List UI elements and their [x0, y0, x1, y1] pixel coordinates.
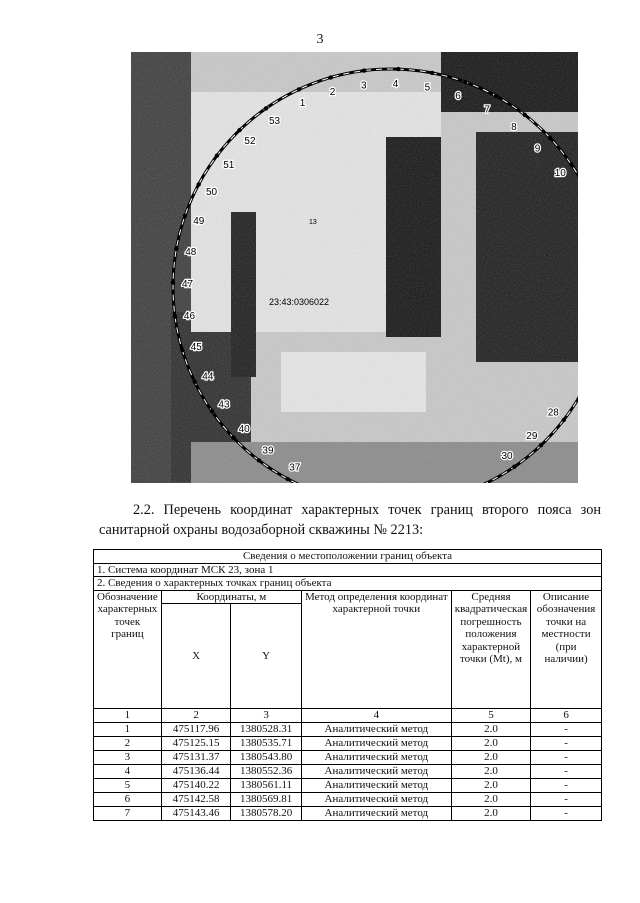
accuracy: 2.0 — [451, 765, 530, 779]
index-cell: 3 — [231, 709, 302, 723]
boundary-point — [197, 182, 201, 186]
coord-y: 1380535.71 — [231, 737, 302, 751]
description: - — [531, 765, 602, 779]
table-row — [94, 779, 602, 793]
point-label: 1 — [299, 98, 306, 110]
point-number: 4 — [94, 765, 162, 779]
boundary-point — [173, 315, 177, 319]
description: - — [531, 737, 602, 751]
point-label: 43 — [218, 399, 230, 411]
boundary-point — [562, 418, 566, 422]
point-number: 3 — [94, 751, 162, 765]
boundary-point — [297, 87, 301, 91]
point-label: 4 — [392, 79, 399, 91]
point-label: 7 — [484, 104, 490, 116]
method: Аналитический метод — [301, 765, 451, 779]
boundary-point — [174, 247, 178, 251]
page-number: 3 — [316, 32, 324, 47]
cadastral-number: 23:43:0306022 — [269, 297, 330, 307]
point-number: 1 — [94, 723, 162, 737]
boundary-point — [539, 443, 543, 447]
accuracy: 2.0 — [451, 723, 530, 737]
section-label: 2. Сведения о характерных точках границ объекта — [94, 577, 602, 591]
point-label: 30 — [501, 451, 513, 463]
boundary-point — [463, 80, 467, 84]
table-row — [94, 807, 602, 821]
boundary-point — [237, 128, 241, 132]
description: - — [531, 793, 602, 807]
point-label: 45 — [190, 341, 202, 353]
map-svg — [131, 52, 578, 483]
coord-x: 475125.15 — [161, 737, 231, 751]
accuracy: 2.0 — [451, 807, 530, 821]
point-label: 6 — [455, 91, 461, 103]
boundary-point — [210, 409, 214, 413]
boundary-point — [264, 106, 268, 110]
boundary-point — [285, 477, 289, 481]
point-label: 2 — [329, 86, 336, 98]
point-label: 29 — [526, 431, 538, 443]
boundary-point — [183, 214, 187, 218]
coord-x: 475143.46 — [161, 807, 231, 821]
header-coordinates: Координаты, м — [161, 590, 301, 604]
table-row — [94, 793, 602, 807]
boundary-point — [512, 465, 516, 469]
point-label: 44 — [202, 371, 214, 383]
boundary-point — [396, 67, 400, 71]
point-number: 7 — [94, 807, 162, 821]
point-label: 37 — [289, 462, 301, 474]
coord-y: 1380569.81 — [231, 793, 302, 807]
table-row — [94, 737, 602, 751]
coord-y: 1380561.11 — [231, 779, 302, 793]
header-method: Метод определения координат характерной точки — [301, 590, 451, 709]
index-cell: 1 — [94, 709, 162, 723]
point-label: 52 — [244, 136, 256, 148]
coord-y: 1380528.31 — [231, 723, 302, 737]
aerial-map — [131, 52, 578, 483]
method: Аналитический метод — [301, 779, 451, 793]
table-row — [94, 765, 602, 779]
method: Аналитический метод — [301, 807, 451, 821]
table-title: Сведения о местоположении границ объекта — [94, 550, 602, 564]
table-row — [94, 751, 602, 765]
point-label: 40 — [238, 424, 250, 435]
method: Аналитический метод — [301, 751, 451, 765]
method: Аналитический метод — [301, 737, 451, 751]
boundary-point — [548, 136, 552, 140]
point-label: 9 — [534, 143, 541, 155]
accuracy: 2.0 — [451, 779, 530, 793]
coord-x: 475140.22 — [161, 779, 231, 793]
parcel-label: 13 — [309, 219, 317, 226]
point-label: 49 — [193, 216, 205, 228]
coord-x: 475117.96 — [161, 723, 231, 737]
header-designation: Обозначение характерных точек границ — [94, 590, 162, 709]
point-label: 53 — [269, 115, 281, 127]
point-label: 10 — [554, 168, 566, 180]
description: - — [531, 723, 602, 737]
point-label: 48 — [185, 247, 197, 259]
method: Аналитический метод — [301, 793, 451, 807]
boundary-point — [215, 153, 219, 157]
boundary-point — [257, 458, 261, 462]
header-description: Описание обозначения точки на местности (при наличии) — [531, 590, 602, 709]
point-number: 2 — [94, 737, 162, 751]
index-cell: 2 — [161, 709, 231, 723]
boundary-point — [523, 113, 527, 117]
coord-y: 1380578.20 — [231, 807, 302, 821]
point-label: 3 — [361, 80, 367, 92]
point-number: 6 — [94, 793, 162, 807]
boundary-point — [430, 71, 434, 75]
index-cell: 6 — [531, 709, 602, 723]
boundary-point — [329, 75, 333, 79]
accuracy: 2.0 — [451, 751, 530, 765]
index-cell: 4 — [301, 709, 451, 723]
point-label: 8 — [511, 121, 517, 133]
coord-y: 1380543.80 — [231, 751, 302, 765]
coord-x: 475142.58 — [161, 793, 231, 807]
point-label: 39 — [262, 445, 274, 457]
coord-x: 475136.44 — [161, 765, 231, 779]
method: Аналитический метод — [301, 723, 451, 737]
header-x: X — [161, 604, 231, 709]
coordinate-system: 1. Система координат МСК 23, зона 1 — [94, 563, 602, 577]
description: - — [531, 751, 602, 765]
boundary-point — [180, 348, 184, 352]
section-heading: 2.2. Перечень координат характерных точек границ второго пояса зон санитарной охраны водозаборной скважины № 2213: — [99, 502, 601, 538]
point-label: 46 — [183, 310, 196, 322]
boundary-point — [494, 94, 498, 98]
boundary-point — [362, 68, 366, 72]
point-label: 28 — [547, 407, 559, 419]
coord-y: 1380552.36 — [231, 765, 302, 779]
accuracy: 2.0 — [451, 793, 530, 807]
boundary-point — [231, 436, 235, 440]
coord-x: 475131.37 — [161, 751, 231, 765]
header-accuracy: Средняя квадратическая погрешность положения характерной точки (Mt), м — [451, 590, 530, 709]
point-label: 51 — [223, 160, 235, 172]
coordinates-table — [93, 549, 602, 821]
description: - — [531, 807, 602, 821]
index-cell: 5 — [451, 709, 530, 723]
point-label: 50 — [206, 187, 218, 198]
boundary-point — [193, 380, 197, 384]
point-label: 5 — [424, 82, 431, 94]
point-label: 47 — [182, 278, 194, 290]
boundary-point — [569, 162, 573, 166]
header-y: Y — [231, 604, 302, 709]
point-number: 5 — [94, 779, 162, 793]
boundary-point — [171, 280, 175, 284]
table-row — [94, 723, 602, 737]
accuracy: 2.0 — [451, 737, 530, 751]
description: - — [531, 779, 602, 793]
